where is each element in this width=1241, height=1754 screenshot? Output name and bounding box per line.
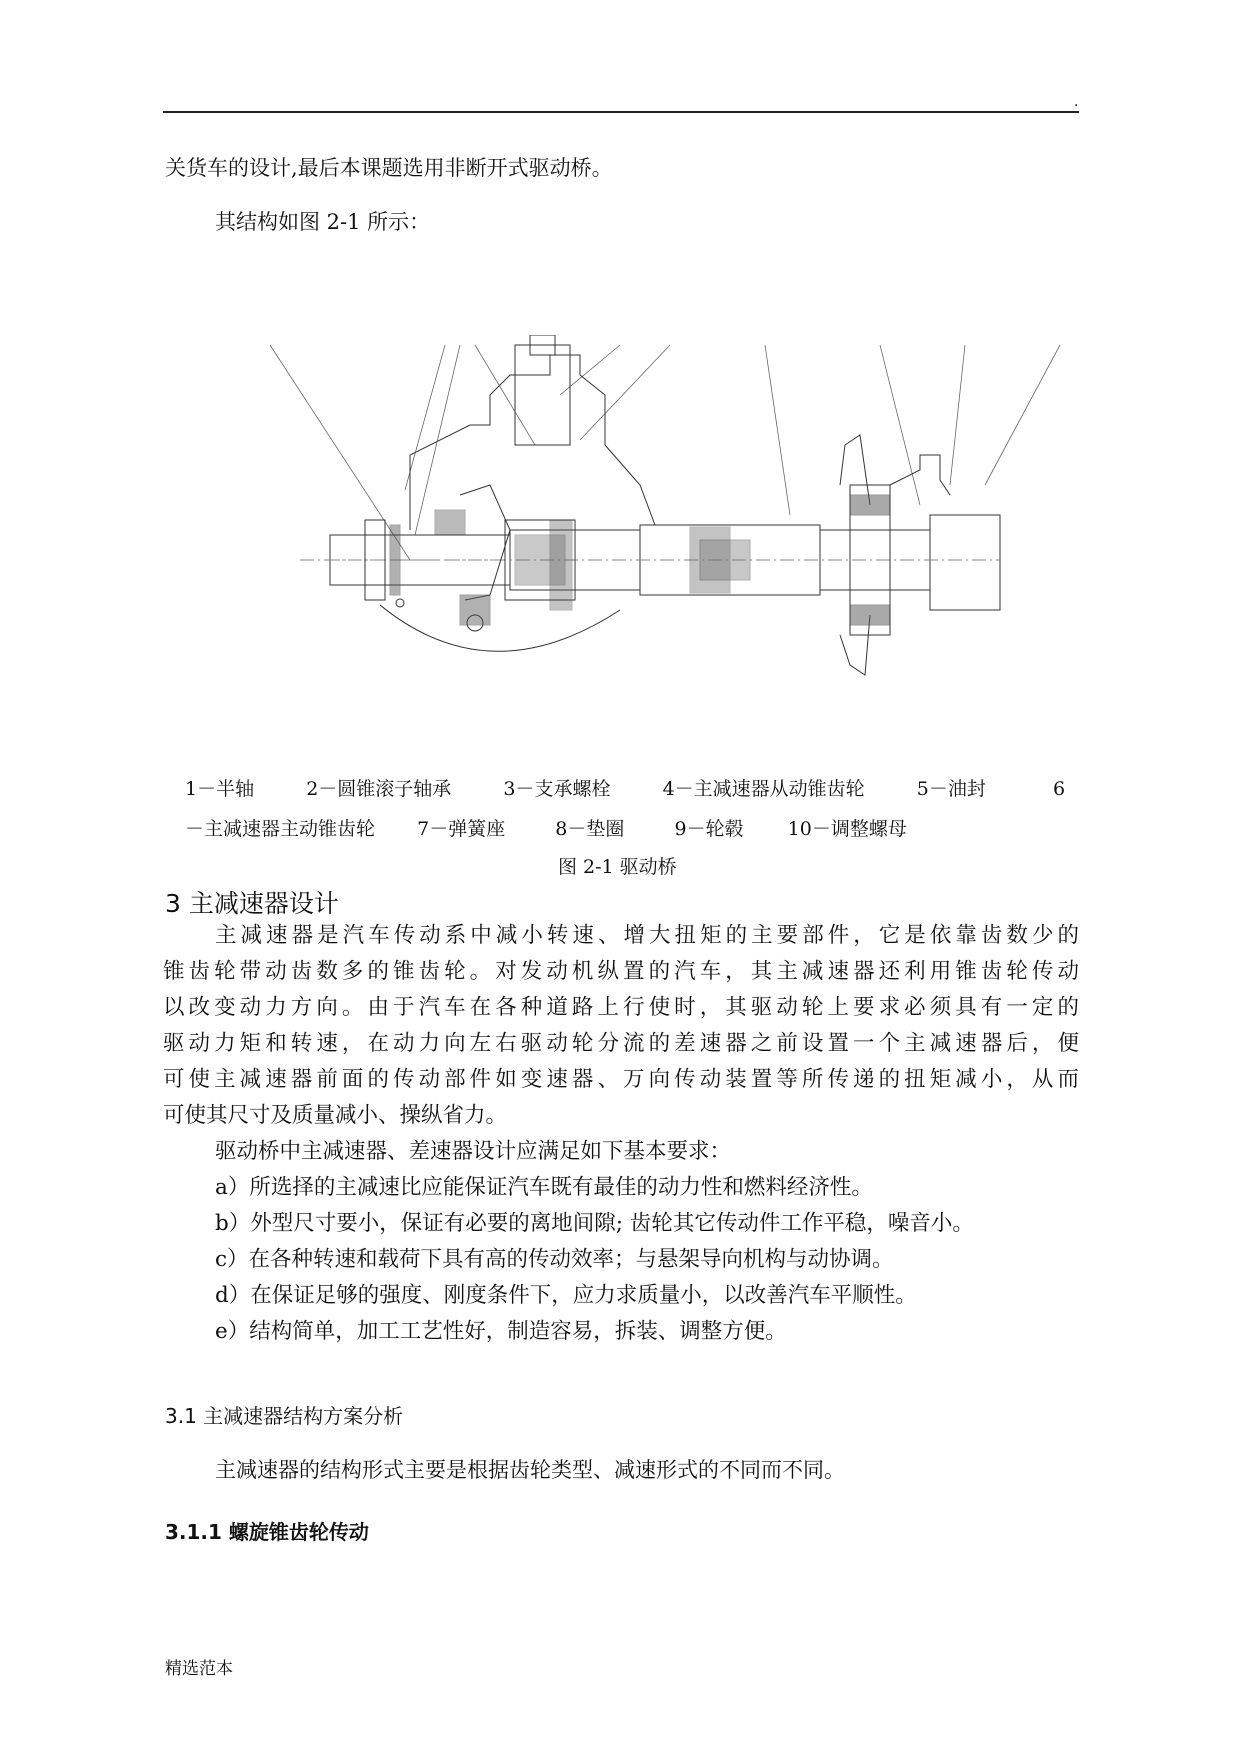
legend-item: 8－垫圈 <box>555 818 625 840</box>
requirement-item: b）外型尺寸要小，保证有必要的离地间隙; 齿轮其它传动件工作平稳，噪音小。 <box>215 1211 974 1236</box>
legend-item: 4－主减速器从动锥齿轮 <box>662 778 865 800</box>
leader-lines <box>270 345 1060 560</box>
legend-item: 10－调整螺母 <box>787 818 907 840</box>
paragraph-line: 驱动桥中主减速器、差速器设计应满足如下基本要求： <box>215 1139 732 1164</box>
subsection-heading: 3.1 主减速器结构方案分析 <box>165 1404 404 1428</box>
requirement-item: c）在各种转速和载荷下具有高的传动效率；与悬架导向机构与动协调。 <box>215 1247 894 1272</box>
section-paragraph <box>163 918 1079 1350</box>
legend-item: －主减速器主动锥齿轮 <box>185 818 376 840</box>
figure-caption: 图 2-1 驱动桥 <box>558 856 677 878</box>
footer-text: 精选范本 <box>165 1659 233 1679</box>
paragraph-line: 关货车的设计,最后本课题选用非断开式驱动桥。 <box>165 156 613 180</box>
subsubsection-heading: 3.1.1 螺旋锥齿轮传动 <box>165 1520 369 1544</box>
figure-legend-line2 <box>185 814 907 841</box>
drive-axle-drawing <box>260 335 1080 705</box>
legend-item: 9－轮毂 <box>674 818 744 840</box>
requirement-item: a）所选择的主减速比应能保证汽车既有最佳的动力性和燃料经济性。 <box>215 1175 873 1200</box>
paragraph-line: 主减速器是汽车传动系中减小转速、增大扭矩的主要部件，它是依靠齿数少的 <box>215 923 1079 948</box>
paragraph-line: 其结构如图 2-1 所示： <box>215 210 431 234</box>
wheel-hub <box>700 435 950 675</box>
axle-housing <box>300 515 1000 610</box>
header-dot: . <box>1074 94 1079 110</box>
reducer-housing <box>380 335 655 651</box>
paragraph-line: 以改变动力方向。由于汽车在各种道路上行使时，其驱动轮上要求必须具有一定的 <box>163 995 1079 1020</box>
legend-item: 7－弹簧座 <box>417 818 506 840</box>
header-rule <box>163 111 1079 113</box>
figure-legend <box>185 774 1065 801</box>
section-heading: 3 主减速器设计 <box>165 889 339 918</box>
paragraph-line: 驱动力矩和转速，在动力向左右驱动轮分流的差速器之前设置一个主减速器后，便 <box>163 1031 1079 1056</box>
paragraph-line: 可使其尺寸及质量减小、操纵省力。 <box>163 1103 508 1128</box>
legend-item: 6 <box>1052 778 1066 800</box>
legend-item: 5－油封 <box>916 778 986 800</box>
paragraph-line: 可使主减速器前面的传动部件如变速器、万向传动装置等所传递的扭矩减小，从而 <box>163 1067 1079 1092</box>
legend-item: 1－半轴 <box>185 778 255 800</box>
requirement-item: d）在保证足够的强度、刚度条件下，应力求质量小，以改善汽车平顺性。 <box>215 1283 917 1308</box>
paragraph-line: 主减速器的结构形式主要是根据齿轮类型、减速形式的不同而不同。 <box>215 1458 845 1482</box>
paragraph-line: 锥齿轮带动齿数多的锥齿轮。对发动机纵置的汽车，其主减速器还利用锥齿轮传动 <box>163 959 1079 984</box>
left-flange <box>365 520 404 607</box>
legend-item: 3－支承螺栓 <box>503 778 611 800</box>
legend-item: 2－圆锥滚子轴承 <box>306 778 452 800</box>
requirement-item: e）结构简单，加工工艺性好，制造容易，拆装、调整方便。 <box>215 1319 787 1344</box>
